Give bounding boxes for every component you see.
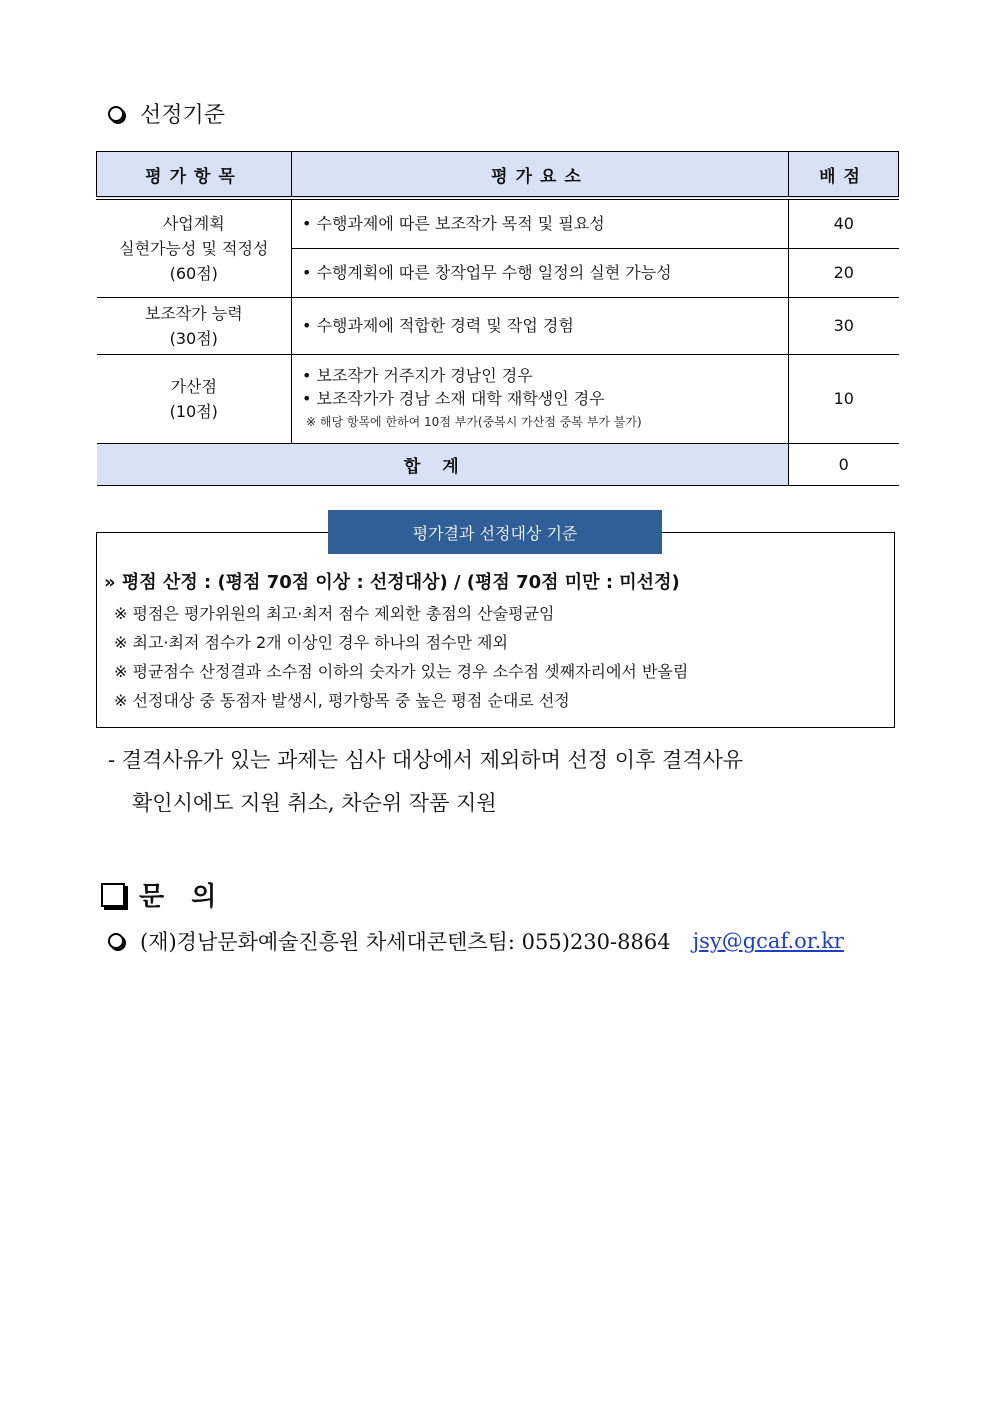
score-cell: 10 <box>789 354 899 443</box>
header-element: 평가요소 <box>292 152 789 199</box>
total-value: 0 <box>789 443 899 485</box>
row-item-bonus <box>97 354 292 443</box>
header-item: 평가항목 <box>97 152 292 199</box>
item-line: (30점) <box>169 328 218 348</box>
circle-bullet-icon <box>108 106 124 122</box>
disqualification-text: - 결격사유가 있는 과제는 심사 대상에서 제외하며 선정 이후 결격사유 <box>108 748 744 772</box>
section-title: 선정기준 <box>140 103 226 128</box>
inquiry-contact-line <box>108 926 844 956</box>
item-line: (10점) <box>169 401 218 421</box>
element-cell: • 수행과제에 적합한 경력 및 작업 경험 <box>292 297 789 354</box>
element-note: ※ 해당 항목에 한하여 10점 부가(중복시 가산점 중복 부가 불가) <box>306 414 642 429</box>
table-row <box>97 198 899 248</box>
criteria-table <box>96 151 899 486</box>
table-row <box>97 354 899 443</box>
circle-bullet-icon <box>108 933 124 949</box>
score-cell: 20 <box>789 248 899 297</box>
item-line: 보조작가 능력 <box>144 303 243 323</box>
element-line: • 보조작가 거주지가 경남인 경우 <box>302 365 533 385</box>
element-cell: • 수행과제에 따른 보조작가 목적 및 필요성 <box>292 198 789 248</box>
section-heading <box>108 98 225 129</box>
row-item-ability <box>97 297 292 354</box>
email-link[interactable]: jsy@gcaf.or.kr <box>692 929 844 953</box>
inquiry-title: 문 의 <box>139 882 217 912</box>
disqualification-text: 확인시에도 지원 취소, 차순위 작품 지원 <box>132 791 497 815</box>
header-score: 배점 <box>789 152 899 199</box>
box-note: ※ 선정대상 중 동점자 발생시, 평가항목 중 높은 평점 순대로 선정 <box>114 691 570 710</box>
score-cell: 40 <box>789 198 899 248</box>
table-header-row <box>97 152 899 199</box>
element-line: • 보조작가가 경남 소재 대학 재학생인 경우 <box>302 388 605 408</box>
score-cell: 30 <box>789 297 899 354</box>
item-line: 사업계획 <box>162 213 225 233</box>
total-label: 합계 <box>97 443 789 485</box>
box-note: ※ 평균점수 산정결과 소수점 이하의 숫자가 있는 경우 소수점 셋째자리에서 반올림 <box>114 662 689 681</box>
element-cell: • 수행계획에 따른 창작업무 수행 일정의 실현 가능성 <box>292 248 789 297</box>
total-row <box>97 443 899 485</box>
box-main-rule: » 평점 산정 : (평점 70점 이상 : 선정대상) / (평점 70점 미만 : 미선정) <box>104 572 680 593</box>
row-item-plan <box>97 198 292 297</box>
item-line: 실현가능성 및 적정성 <box>119 238 269 258</box>
item-line: 가산점 <box>170 376 217 396</box>
element-cell <box>292 354 789 443</box>
inquiry-heading <box>101 876 216 913</box>
item-line: (60점) <box>169 263 218 283</box>
checkbox-square-icon <box>101 883 125 907</box>
box-note: ※ 최고·최저 점수가 2개 이상인 경우 하나의 점수만 제외 <box>114 633 508 652</box>
contact-text: (재)경남문화예술진흥원 차세대콘텐츠팀: 055)230-8864 <box>140 930 671 954</box>
box-note: ※ 평점은 평가위원의 최고·최저 점수 제외한 총점의 산술평균임 <box>114 604 555 623</box>
table-row <box>97 297 899 354</box>
box-tab-label: 평가결과 선정대상 기준 <box>328 510 662 554</box>
